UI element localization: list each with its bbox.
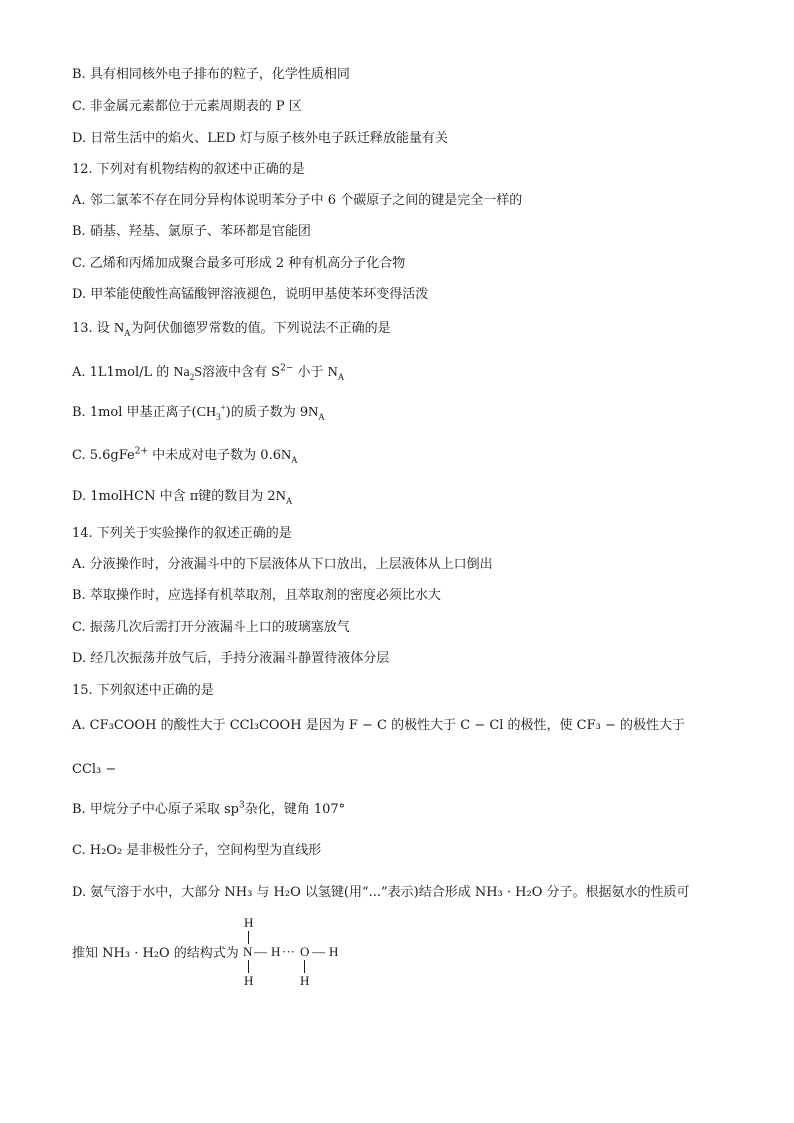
formula-na2s: $Na_2S$: [173, 365, 203, 382]
formula-ch3-cation: $CH_3^+$: [196, 402, 226, 422]
struct-h-bottom-n: H: [244, 973, 254, 988]
iron-charge: 2+: [134, 446, 149, 457]
struct-bond-nh: —: [254, 944, 267, 959]
q13-option-c: C. 5.6gFe$^{2+}$ 中未成对电子数为 $0.6N_A$: [72, 446, 298, 465]
struct-h-right: H: [329, 944, 339, 959]
q14-option-b: B. 萃取操作时，应选择有机萃取剂，且萃取剂的密度必须比水大: [72, 588, 441, 603]
q13-option-d: D. 1molHCN 中含 π键的数目为 $2N_A$: [72, 489, 293, 506]
q14-option-d: D. 经几次振荡并放气后，手持分液漏斗静置待液体分层: [72, 651, 390, 666]
struct-bond-bottom-o: [304, 960, 305, 973]
q13-option-b: B. 1mol 甲基正离子$(CH_3^+)$的质子数为 $9N_A$: [72, 402, 325, 422]
nh3-h2o-structural-formula: [238, 916, 348, 988]
struct-h-middle: H: [271, 944, 281, 959]
struct-bond-top: [248, 931, 249, 944]
struct-bond-oh: —: [312, 944, 325, 959]
q12-option-b: B. 硝基、羟基、氯原子、苯环都是官能团: [72, 224, 311, 239]
q11-option-d: D. 日常生活中的焰火、LED 灯与原子核外电子跃迁释放能量有关: [72, 131, 448, 146]
q11-option-b: B. 具有相同核外电子排布的粒子，化学性质相同: [72, 67, 350, 82]
q13-option-a: A. 1L1mol/L 的 $Na_2S$溶液中含有 $S^{2-}$ 小于 $N_A$: [72, 363, 345, 382]
q15-option-a-line1: A. CF₃COOH 的酸性大于 CCl₃COOH 是因为 F − C 的极性大于 C − Cl 的极性，使 CF₃ − 的极性大于: [72, 718, 686, 733]
q14-option-c: C. 振荡几次后需打开分液漏斗上口的玻璃塞放气: [72, 620, 350, 635]
avogadro-symbol: $N_A$: [113, 321, 131, 338]
q15-stem: 15. 下列叙述中正确的是: [72, 683, 214, 698]
struct-n: N: [243, 944, 253, 959]
q14-option-a: A. 分液操作时，分液漏斗中的下层液体从下口放出，上层液体从上口倒出: [72, 557, 493, 572]
q12-option-c: C. 乙烯和丙烯加成聚合最多可形成 2 种有机高分子化合物: [72, 256, 406, 271]
struct-bond-bottom-n: [248, 960, 249, 973]
q13-stem-prefix: 13. 设: [72, 321, 114, 336]
q11-option-c: C. 非金属元素都位于元素周期表的 P 区: [72, 99, 302, 114]
q15-option-a-line2: CCl₃ −: [72, 762, 117, 777]
q15-option-c: C. H₂O₂ 是非极性分子，空间构型为直线形: [72, 843, 322, 858]
q14-stem: 14. 下列关于实验操作的叙述正确的是: [72, 526, 292, 541]
q12-option-d: D. 甲苯能使酸性高锰酸钾溶液褪色，说明甲基使苯环变得活泼: [72, 287, 429, 302]
q12-option-a: A. 邻二氯苯不存在同分异构体说明苯分子中 6 个碳原子之间的键是完全一样的: [72, 193, 523, 208]
avogadro-symbol: $N_A$: [327, 365, 345, 382]
struct-h-bottom-o: H: [300, 973, 310, 988]
q15-option-b: B. 甲烷分子中心原子采取 $sp^3$杂化，键角 107°: [72, 800, 346, 817]
avogadro-symbol: $N_A$: [280, 448, 298, 465]
sulfide-charge: 2−: [280, 363, 294, 374]
hybridization-superscript: 3: [238, 800, 245, 811]
struct-hydrogen-bond-dots: ···: [282, 944, 295, 959]
struct-o: O: [300, 944, 310, 959]
q15-option-d-line1: D. 氨气溶于水中，大部分 NH₃ 与 H₂O 以氢键(用“...”表示)结合形成 NH₃ · H₂O 分子。根据氨水的性质可: [72, 885, 690, 900]
q13-stem: [72, 320, 391, 338]
struct-h-top: H: [244, 915, 254, 930]
q12-stem: 12. 下列对有机物结构的叙述中正确的是: [72, 162, 305, 177]
avogadro-symbol: $N_A$: [275, 489, 293, 506]
q13-stem-suffix: 为阿伏伽德罗常数的值。下列说法不正确的是: [130, 321, 391, 336]
avogadro-symbol: $N_A$: [308, 405, 325, 422]
q15-option-d-line2: 推知 NH₃ · H₂O 的结构式为: [72, 946, 239, 961]
